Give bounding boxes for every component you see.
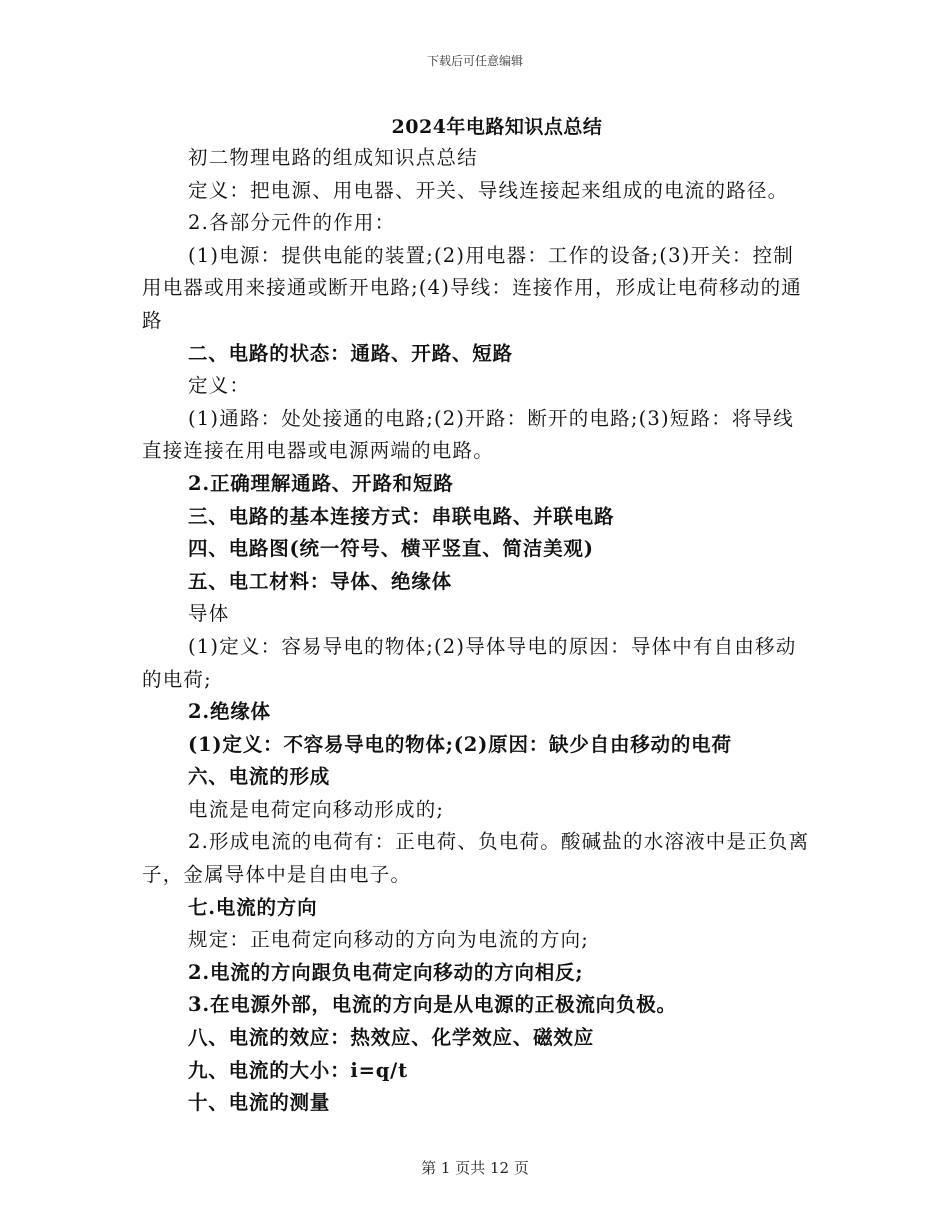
section-heading: 2.正确理解通路、开路和短路 <box>188 471 454 495</box>
section-heading: 2.电流的方向跟负电荷定向移动的方向相反; <box>188 960 584 984</box>
section-heading: 十、电流的测量 <box>188 1091 331 1115</box>
section-heading: 三、电路的基本连接方式：串联电路、并联电路 <box>188 504 615 528</box>
paragraph: 导体 <box>188 602 230 626</box>
page-header: 下载后可任意编辑 <box>426 54 523 68</box>
paragraph: 规定：正电荷定向移动的方向为电流的方向; <box>188 928 590 952</box>
paragraph: 2.各部分元件的作用： <box>188 211 396 235</box>
section-heading: (1)定义：不容易导电的物体;(2)原因：缺少自由移动的电荷 <box>188 732 732 756</box>
paragraph: (1)定义：容易导电的物体;(2)导体导电的原因：导体中有自由移动的电荷; <box>142 634 797 691</box>
section-heading: 五、电工材料：导体、绝缘体 <box>188 569 452 593</box>
section-heading: 七.电流的方向 <box>188 895 318 919</box>
document-title: 2024年电路知识点总结 <box>391 116 603 138</box>
paragraph: (1)通路：处处接通的电路;(2)开路：断开的电路;(3)短路：将导线直接连接在用电器或电源两端的电路。 <box>142 406 795 463</box>
page-number-footer: 第 1 页共 12 页 <box>421 1159 529 1177</box>
section-heading: 八、电流的效应：热效应、化学效应、磁效应 <box>188 1026 595 1050</box>
paragraph: 电流是电荷定向移动形成的; <box>188 797 445 821</box>
paragraph: 定义：把电源、用电器、开关、导线连接起来组成的电流的路径。 <box>188 178 789 202</box>
section-heading: 3.在电源外部，电流的方向是从电源的正极流向负极。 <box>188 993 677 1017</box>
document-body <box>142 142 812 1120</box>
section-heading: 二、电路的状态：通路、开路、短路 <box>188 341 513 365</box>
paragraph: 初二物理电路的组成知识点总结 <box>188 146 478 169</box>
paragraph: 2.形成电流的电荷有：正电荷、负电荷。酸碱盐的水溶液中是正负离子，金属导体中是自由电子。 <box>142 830 810 887</box>
paragraph: (1)电源：提供电能的装置;(2)用电器：工作的设备;(3)开关：控制用电器或用来接通或断开电路;(4)导线：连接作用，形成让电荷移动的通路 <box>142 243 802 332</box>
section-heading: 2.绝缘体 <box>188 700 271 724</box>
section-heading: 六、电流的形成 <box>188 765 331 789</box>
section-heading: 四、电路图(统一符号、横平竖直、简洁美观) <box>188 537 594 561</box>
section-heading: 九、电流的大小：i=q/t <box>188 1058 408 1082</box>
paragraph: 定义： <box>188 374 251 398</box>
